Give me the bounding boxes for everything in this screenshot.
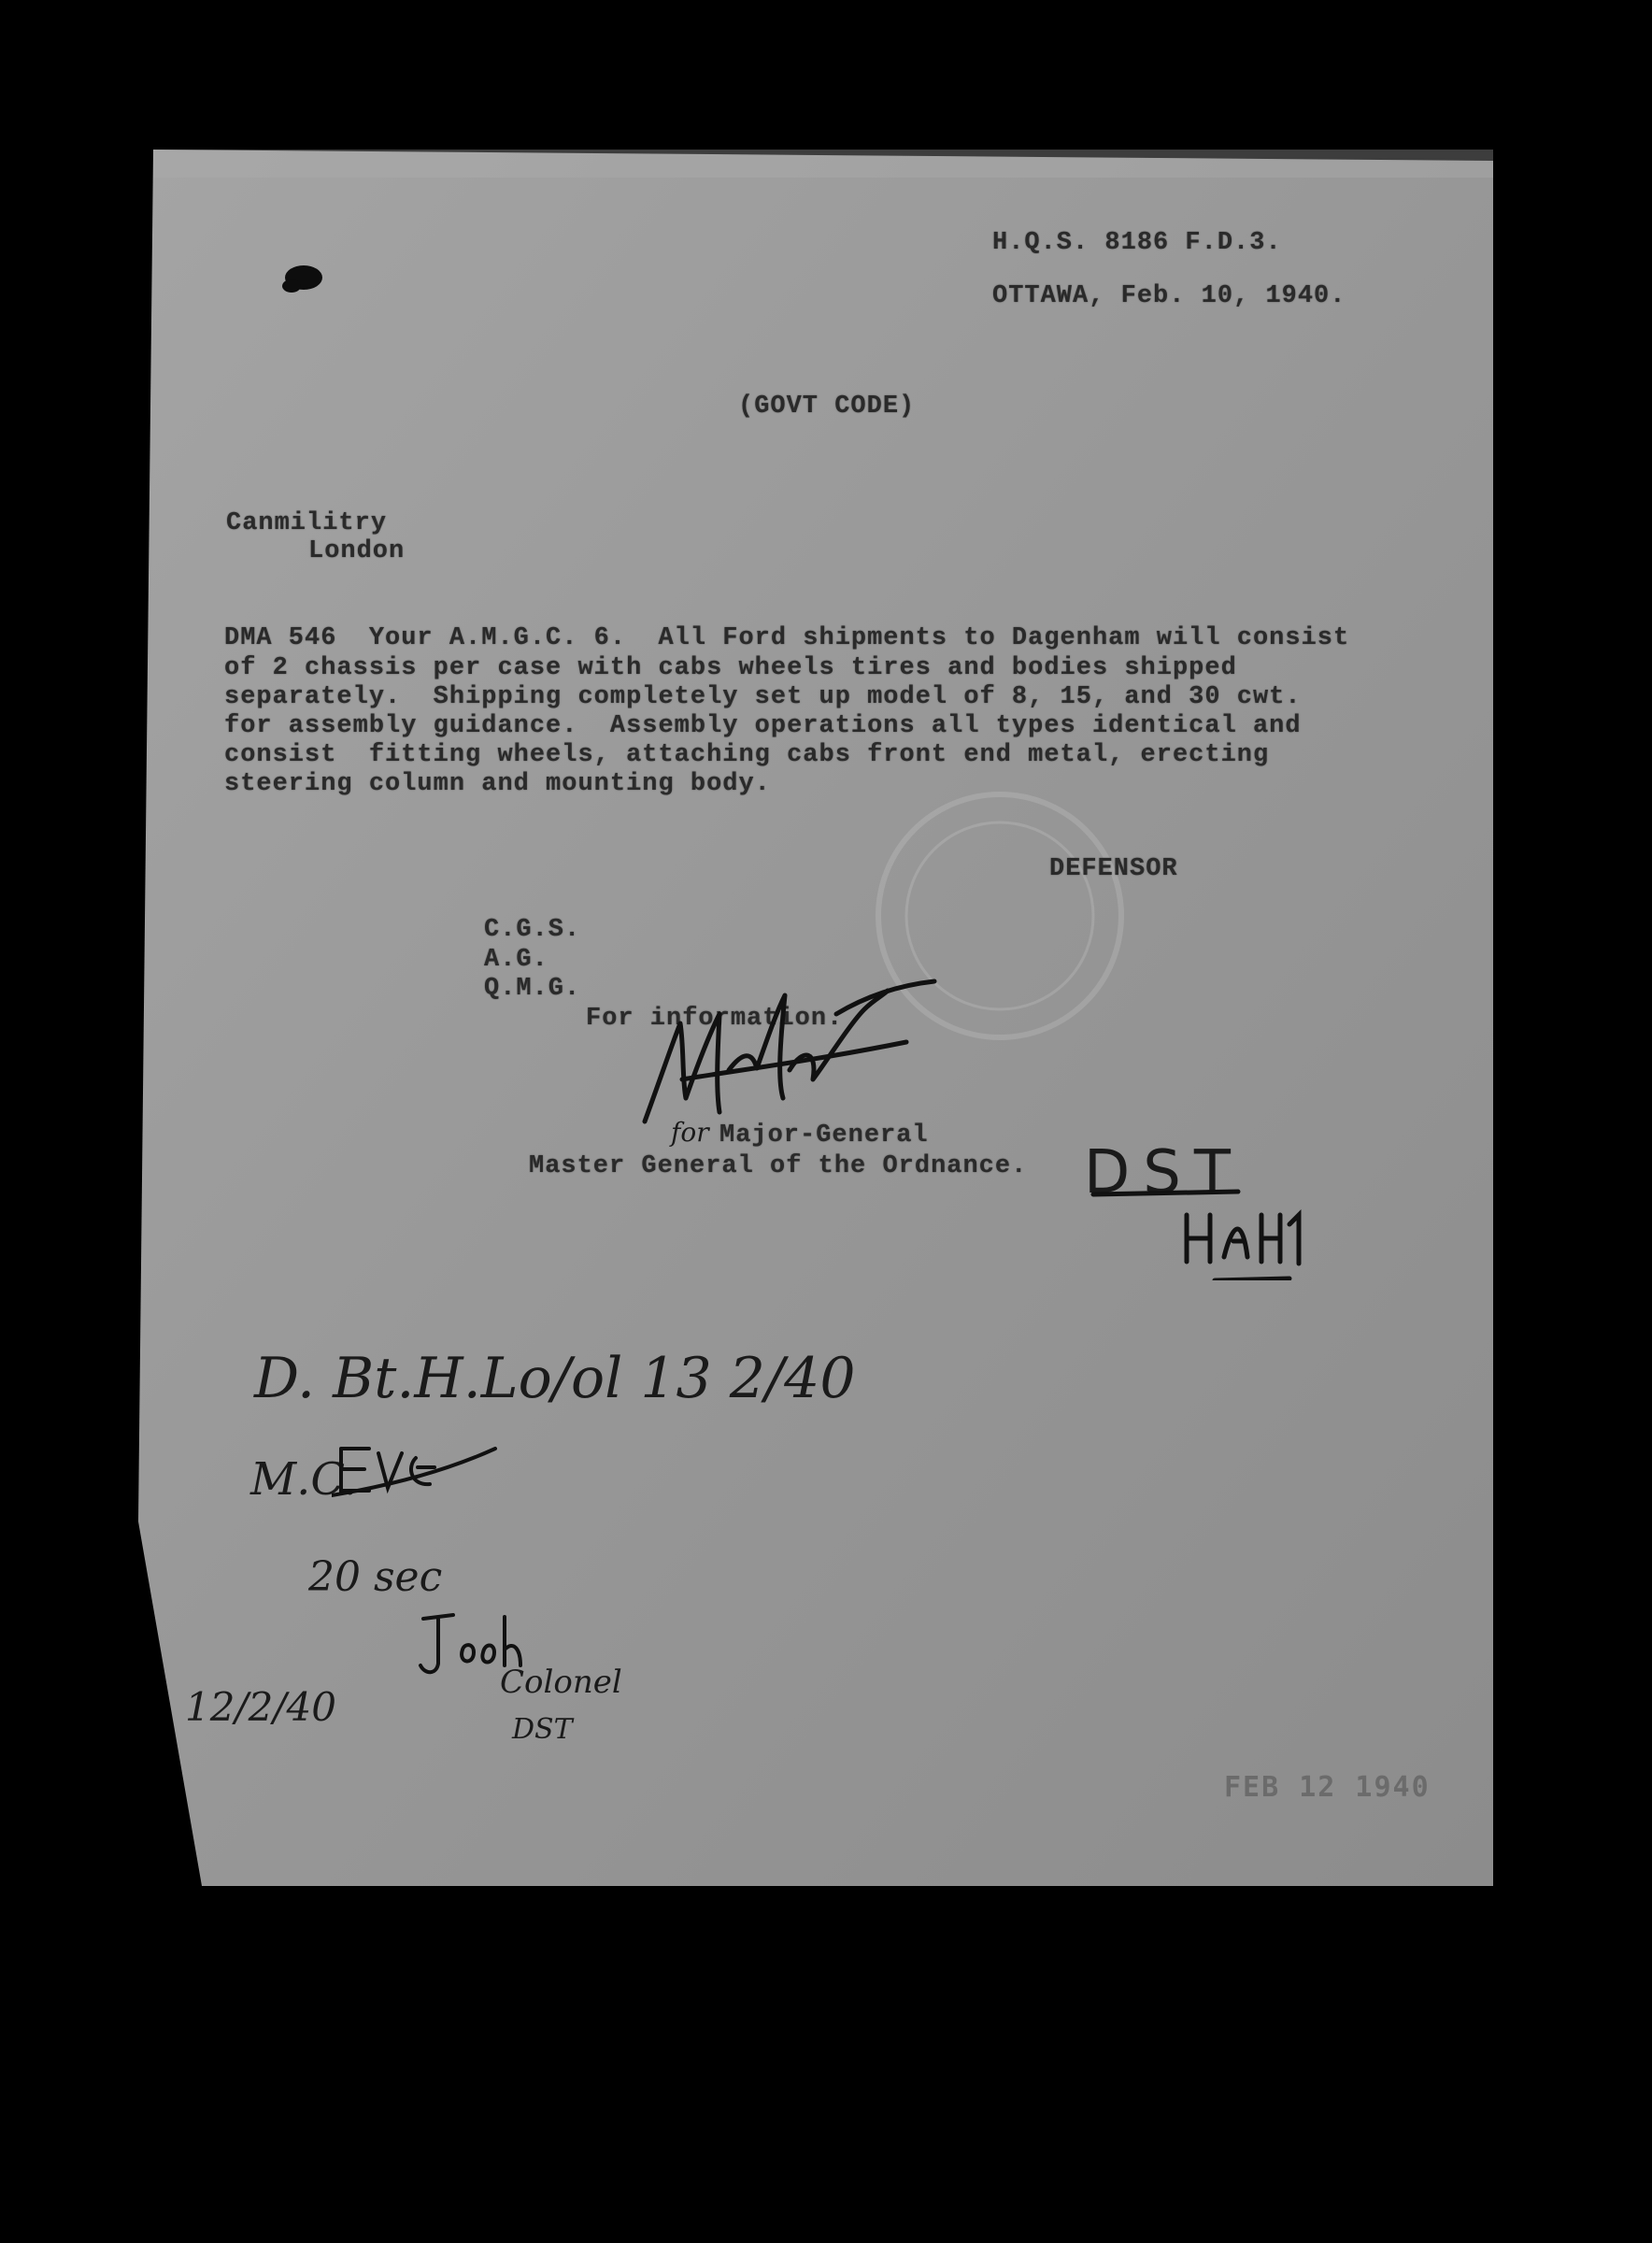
handwritten-note-line3: 20 sec (308, 1553, 443, 1601)
handwritten-dst-small: DST (512, 1713, 573, 1746)
for-information: For information. (586, 1005, 844, 1033)
code-label: (GOVT CODE) (738, 393, 916, 421)
handwritten-dst: DST (1084, 1138, 1244, 1207)
dst-initials-scrawl (1084, 1187, 1364, 1280)
handwritten-note-line1: D. Bt.H.Lo/ol 13 2/40 (254, 1346, 856, 1411)
received-date-stamp: FEB 12 1940 (1224, 1771, 1431, 1804)
message-line: separately. Shipping completely set up model of 8, 15, and 30 cwt. (224, 683, 1302, 711)
signer-title: Master General of the Ordnance. (529, 1152, 1028, 1180)
distribution-cgs: C.G.S. (484, 916, 581, 944)
handwritten-for: for (671, 1117, 709, 1148)
file-reference: H.Q.S. 8186 F.D.3. (992, 229, 1282, 257)
place-date: OTTAWA, Feb. 10, 1940. (992, 282, 1346, 310)
message-line: for assembly guidance. Assembly operations all types identical and (224, 712, 1302, 740)
sender-code: DEFENSOR (1049, 855, 1178, 883)
message-line: of 2 chassis per case with cabs wheels tires and bodies shipped (224, 654, 1237, 682)
initials-scrawl (332, 1430, 500, 1505)
handwritten-colonel: Colonel (500, 1664, 622, 1701)
message-line: DMA 546 Your A.M.G.C. 6. All Ford shipments to Dagenham will consist (224, 624, 1350, 652)
message-line: steering column and mounting body. (224, 770, 771, 798)
addressee-line1: Canmilitry (226, 509, 388, 537)
distribution-ag: A.G. (484, 946, 548, 974)
distribution-qmg: Q.M.G. (484, 975, 581, 1003)
addressee-line2: London (308, 537, 406, 565)
handwritten-margin-date: 12/2/40 (185, 1684, 336, 1730)
message-line: consist fitting wheels, attaching cabs front end metal, erecting (224, 741, 1270, 769)
signer-rank: Major-General (719, 1122, 929, 1150)
handwritten-note-line2: M.C. (250, 1453, 358, 1506)
